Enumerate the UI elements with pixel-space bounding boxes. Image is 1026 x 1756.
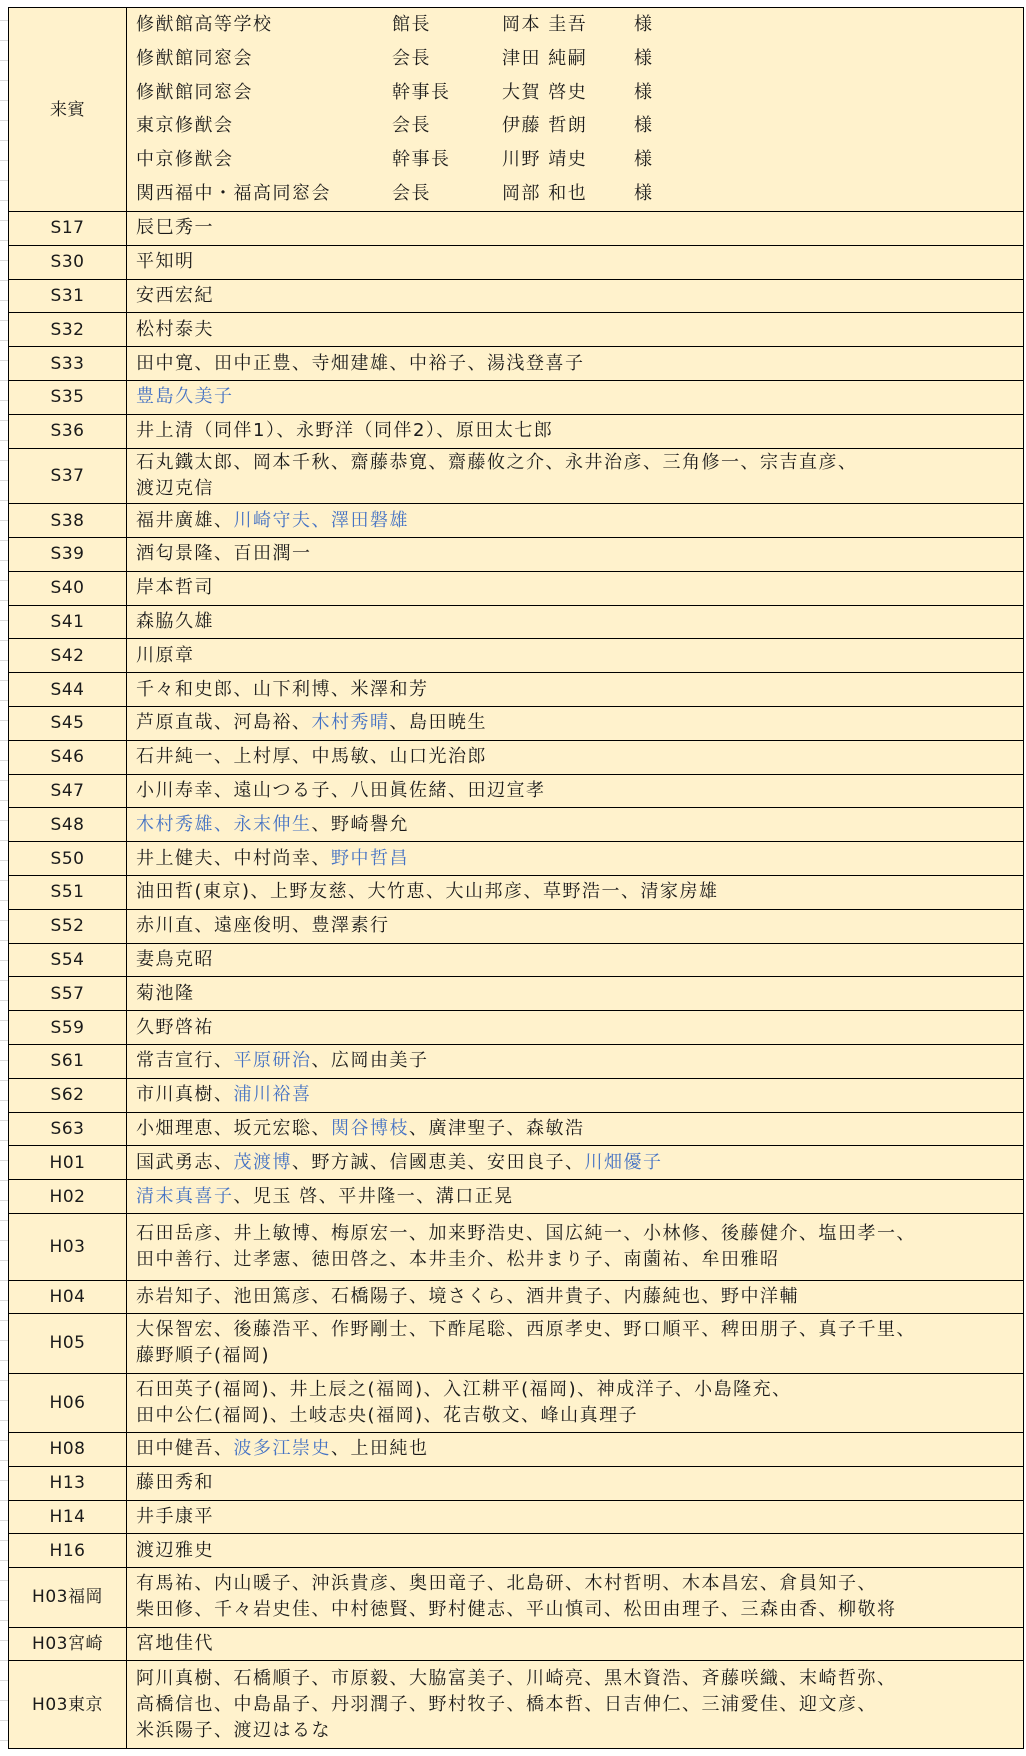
name-text: 、広岡由美子	[311, 1050, 429, 1072]
row-label[interactable]: H01	[9, 1146, 127, 1180]
attendee-names[interactable]	[127, 1661, 1024, 1749]
class-row	[9, 1433, 1024, 1467]
guest-title: 館長	[392, 14, 431, 35]
class-row	[9, 1214, 1024, 1281]
name-line	[136, 1150, 1023, 1176]
row-label[interactable]: S45	[9, 707, 127, 741]
name-line	[136, 249, 1023, 275]
name-line	[136, 1571, 1023, 1597]
attendee-names[interactable]	[127, 909, 1024, 943]
highlighted-name: 野中哲昌	[331, 847, 409, 869]
row-label[interactable]: S33	[9, 347, 127, 381]
attendee-names[interactable]	[127, 639, 1024, 673]
row-label[interactable]: S62	[9, 1078, 127, 1112]
attendee-names[interactable]	[127, 1045, 1024, 1079]
guest-org: 東京修猷会	[136, 115, 234, 137]
class-row	[9, 347, 1024, 381]
class-row	[9, 1314, 1024, 1373]
name-text: 石井純一、上村厚、中馬敏、山口光治郎	[136, 746, 487, 768]
guest-title: 会長	[392, 115, 431, 137]
attendee-names[interactable]	[127, 448, 1024, 504]
guest-row	[9, 8, 1024, 212]
attendee-names[interactable]	[127, 1466, 1024, 1500]
guest-name: 岡部 和也	[502, 182, 588, 204]
name-line	[136, 1184, 1023, 1210]
attendee-names[interactable]	[127, 1146, 1024, 1180]
row-label[interactable]: H13	[9, 1466, 127, 1500]
name-line	[136, 879, 1023, 905]
row-label[interactable]: H06	[9, 1373, 127, 1432]
guest-honorific: 様	[634, 47, 654, 69]
class-row	[9, 707, 1024, 741]
row-label[interactable]: S51	[9, 876, 127, 910]
class-row	[9, 571, 1024, 605]
row-label[interactable]: S31	[9, 279, 127, 313]
name-line	[136, 1718, 1023, 1744]
attendee-names[interactable]	[127, 842, 1024, 876]
attendee-names[interactable]	[127, 673, 1024, 707]
guest-title: 会長	[392, 47, 431, 69]
row-label[interactable]: S44	[9, 673, 127, 707]
name-line	[136, 744, 1023, 770]
name-text: 有馬祐、内山暖子、沖浜貴彦、奥田竜子、北島研、木村哲明、木本昌宏、倉員知子、	[136, 1573, 877, 1595]
name-text: 藤野順子(福岡)	[136, 1345, 271, 1367]
name-text: 田中寛、田中正豊、寺畑建雄、中裕子、湯浅登喜子	[136, 352, 585, 374]
name-text: 田中健吾、	[136, 1438, 234, 1460]
name-line	[136, 1538, 1023, 1564]
row-label[interactable]: S32	[9, 313, 127, 347]
row-label[interactable]: S57	[9, 977, 127, 1011]
name-line	[136, 1631, 1023, 1657]
guest-org: 修猷館同窓会	[136, 81, 253, 103]
name-text: 石田岳彦、井上敏博、梅原宏一、加来野浩史、国広純一、小林修、後藤健介、塩田孝一、	[136, 1222, 916, 1244]
guest-org: 中京修猷会	[136, 149, 234, 171]
attendee-names[interactable]	[127, 1373, 1024, 1432]
class-row	[9, 1661, 1024, 1749]
attendee-names[interactable]	[127, 808, 1024, 842]
class-row	[9, 1146, 1024, 1180]
row-label[interactable]: S59	[9, 1011, 127, 1045]
guest-entry	[136, 76, 1023, 110]
guest-org: 関西福中・福高同窓会	[136, 182, 331, 204]
class-row	[9, 808, 1024, 842]
class-row	[9, 414, 1024, 448]
attendee-names[interactable]	[127, 380, 1024, 414]
attendee-names[interactable]	[127, 538, 1024, 572]
name-text: 阿川真樹、石橋順子、市原毅、大脇富美子、川崎亮、黒木資浩、斉藤咲織、末崎哲弥、	[136, 1667, 897, 1689]
class-row	[9, 1500, 1024, 1534]
guest-entry	[136, 8, 1023, 42]
name-text: 石田英子(福岡)、井上辰之(福岡)、入江耕平(福岡)、神成洋子、小島隆充、	[136, 1378, 792, 1400]
name-line	[136, 476, 1023, 502]
attendee-names[interactable]	[127, 1314, 1024, 1373]
highlighted-name: 関谷博枝	[331, 1118, 409, 1139]
class-row	[9, 1280, 1024, 1314]
name-line	[136, 450, 1023, 476]
row-label[interactable]: S54	[9, 943, 127, 977]
row-label[interactable]: S42	[9, 639, 127, 673]
attendee-names[interactable]	[127, 1112, 1024, 1146]
name-line	[136, 846, 1023, 872]
name-text: 小川寿幸、遠山つる子、八田眞佐緒、田辺宣孝	[136, 780, 546, 802]
row-label[interactable]: S48	[9, 808, 127, 842]
name-text: 福井廣雄、	[136, 509, 234, 531]
attendee-names[interactable]	[127, 1214, 1024, 1281]
name-line	[136, 1436, 1023, 1462]
attendee-names[interactable]	[127, 1280, 1024, 1314]
name-line	[136, 384, 1023, 410]
attendee-names[interactable]	[127, 774, 1024, 808]
class-row	[9, 1112, 1024, 1146]
row-label[interactable]: S39	[9, 538, 127, 572]
guest-honorific: 様	[634, 81, 654, 103]
name-text: 井上清（同伴1）、永野洋（同伴2）、原田太七郎	[136, 420, 554, 442]
name-line	[136, 1504, 1023, 1530]
attendee-table-body	[9, 8, 1024, 1749]
attendee-names[interactable]	[127, 245, 1024, 279]
highlighted-name: 木村秀雄、永末伸生	[136, 813, 312, 835]
name-line	[136, 1403, 1023, 1429]
name-line	[136, 283, 1023, 309]
row-label[interactable]: S30	[9, 245, 127, 279]
guest-honorific: 様	[634, 115, 654, 137]
name-text: 田中公仁(福岡)、土岐志央(福岡)、花吉敬文、峰山真理子	[136, 1404, 639, 1426]
highlighted-name: 浦川裕喜	[233, 1084, 312, 1106]
name-line	[136, 710, 1023, 736]
attendee-names[interactable]	[127, 1433, 1024, 1467]
highlighted-name: 清末真喜子	[136, 1185, 234, 1207]
attendee-names[interactable]	[127, 347, 1024, 381]
name-line	[136, 1377, 1023, 1403]
name-line	[136, 1247, 1023, 1273]
name-text: 千々和史郎、山下利博、米澤和芳	[136, 678, 429, 700]
name-text: 森脇久雄	[136, 611, 214, 633]
name-line	[136, 1343, 1023, 1369]
class-row	[9, 212, 1024, 246]
name-text: 渡辺克信	[136, 477, 214, 499]
attendee-names[interactable]	[127, 605, 1024, 639]
name-text: 川原章	[136, 644, 195, 666]
row-label[interactable]: H03福岡	[9, 1568, 127, 1627]
name-text: 藤田秀和	[136, 1472, 214, 1494]
name-line	[136, 317, 1023, 343]
guest-entry	[136, 177, 1023, 211]
highlighted-name: 茂渡博	[233, 1151, 292, 1173]
class-row	[9, 1568, 1024, 1627]
highlighted-name: 豊島久美子	[136, 386, 234, 408]
class-row	[9, 448, 1024, 504]
guest-name: 川野 靖史	[502, 149, 588, 171]
name-text: 松村泰夫	[136, 318, 214, 340]
class-row	[9, 1534, 1024, 1568]
attendee-names[interactable]	[127, 707, 1024, 741]
class-row	[9, 605, 1024, 639]
name-line	[136, 508, 1023, 534]
name-line	[136, 609, 1023, 635]
attendee-names[interactable]	[127, 212, 1024, 246]
name-line	[136, 215, 1023, 241]
name-text: 、児玉 啓、平井隆一、溝口正晃	[233, 1185, 514, 1207]
name-text: 田中善行、辻孝憲、徳田啓之、本井圭介、松井まり子、南薗祐、牟田雅昭	[136, 1248, 780, 1270]
name-text: 宮地佳代	[136, 1633, 214, 1655]
class-row	[9, 538, 1024, 572]
name-text: 常吉宣行、	[136, 1050, 234, 1072]
name-text: 井手康平	[136, 1506, 214, 1528]
guest-name: 大賀 啓史	[502, 81, 588, 103]
class-row	[9, 1078, 1024, 1112]
name-line	[136, 778, 1023, 804]
name-text: 、上田純也	[331, 1438, 429, 1460]
name-text: 妻鳥克昭	[136, 949, 214, 971]
class-row	[9, 842, 1024, 876]
class-row	[9, 245, 1024, 279]
highlighted-name: 平原研治	[233, 1050, 312, 1072]
attendee-names[interactable]	[127, 313, 1024, 347]
name-line	[136, 1692, 1023, 1718]
row-label[interactable]: H04	[9, 1280, 127, 1314]
name-text: 大保智宏、後藤浩平、作野剛士、下酢尾聡、西原孝史、野口順平、稗田朋子、真子千里、	[136, 1319, 916, 1341]
class-row	[9, 1627, 1024, 1661]
attendee-table	[8, 7, 1024, 1749]
guest-title: 幹事長	[392, 81, 451, 103]
guest-list[interactable]	[127, 8, 1024, 212]
guest-org: 修猷館高等学校	[136, 14, 273, 35]
attendee-names[interactable]	[127, 571, 1024, 605]
attendee-names[interactable]	[127, 876, 1024, 910]
guest-title: 会長	[392, 182, 431, 204]
name-line	[136, 1082, 1023, 1108]
row-label[interactable]: S38	[9, 504, 127, 538]
name-text: 国武勇志、	[136, 1151, 234, 1173]
class-row	[9, 1180, 1024, 1214]
class-row	[9, 380, 1024, 414]
class-row	[9, 740, 1024, 774]
row-label[interactable]: H05	[9, 1314, 127, 1373]
row-label[interactable]: S52	[9, 909, 127, 943]
row-label[interactable]: H14	[9, 1500, 127, 1534]
name-line	[136, 1015, 1023, 1041]
name-line	[136, 812, 1023, 838]
name-text: 高橋信也、中島晶子、丹羽潤子、野村牧子、橋本哲、日吉伸仁、三浦愛佳、迎文彦、	[136, 1693, 877, 1715]
name-text: 岸本哲司	[136, 577, 214, 599]
attendee-names[interactable]	[127, 1568, 1024, 1627]
row-label[interactable]: S40	[9, 571, 127, 605]
row-label[interactable]: H03宮崎	[9, 1627, 127, 1661]
class-row	[9, 1011, 1024, 1045]
row-label[interactable]: H03	[9, 1214, 127, 1281]
name-line	[136, 981, 1023, 1007]
name-text: 、島田暁生	[389, 712, 487, 734]
attendee-names[interactable]	[127, 279, 1024, 313]
name-text: 小畑理恵、坂元宏聡、	[136, 1118, 331, 1139]
row-label[interactable]: S41	[9, 605, 127, 639]
name-line	[136, 643, 1023, 669]
class-row	[9, 1466, 1024, 1500]
name-line	[136, 677, 1023, 703]
class-row	[9, 943, 1024, 977]
row-label[interactable]: 来賓	[9, 8, 127, 212]
class-row	[9, 977, 1024, 1011]
class-row	[9, 774, 1024, 808]
name-line	[136, 1284, 1023, 1310]
name-line	[136, 913, 1023, 939]
name-text: 赤川直、遠座俊明、豊澤素行	[136, 915, 390, 937]
name-line	[136, 418, 1023, 444]
name-line	[136, 1116, 1023, 1142]
attendee-names[interactable]	[127, 1078, 1024, 1112]
guest-title: 幹事長	[392, 149, 451, 171]
attendee-names[interactable]	[127, 1180, 1024, 1214]
attendee-names[interactable]	[127, 740, 1024, 774]
name-text: 、野崎譽允	[311, 813, 409, 835]
attendee-names[interactable]	[127, 414, 1024, 448]
row-label[interactable]: S47	[9, 774, 127, 808]
name-text: 赤岩知子、池田篤彦、石橋陽子、境さくら、酒井貴子、内藤純也、野中洋輔	[136, 1285, 799, 1307]
attendee-names[interactable]	[127, 1500, 1024, 1534]
name-line	[136, 351, 1023, 377]
name-text: 辰巳秀一	[136, 217, 214, 239]
name-text: 菊池隆	[136, 982, 195, 1004]
guest-name: 津田 純嗣	[502, 47, 588, 69]
row-label[interactable]: H02	[9, 1180, 127, 1214]
name-text: 市川真樹、	[136, 1084, 234, 1106]
name-text: 渡辺雅史	[136, 1539, 214, 1561]
guest-name: 岡本 圭吾	[502, 14, 588, 35]
name-text: 酒匂景隆、百田潤一	[136, 543, 312, 565]
row-label[interactable]: S35	[9, 380, 127, 414]
name-line	[136, 1470, 1023, 1496]
name-text: 久野啓祐	[136, 1016, 214, 1038]
attendee-names[interactable]	[127, 1534, 1024, 1568]
row-label[interactable]: S61	[9, 1045, 127, 1079]
class-row	[9, 909, 1024, 943]
name-line	[136, 1221, 1023, 1247]
guest-entry	[136, 110, 1023, 144]
name-line	[136, 947, 1023, 973]
class-row	[9, 279, 1024, 313]
class-row	[9, 313, 1024, 347]
name-line	[136, 1666, 1023, 1692]
row-label[interactable]: S63	[9, 1112, 127, 1146]
highlighted-name: 川崎守夫、澤田磐雄	[233, 509, 409, 531]
row-label[interactable]: H16	[9, 1534, 127, 1568]
name-text: 石丸鐵太郎、岡本千秋、齋藤恭寛、齋藤攸之介、永井治彦、三角修一、宗吉直彦、	[136, 451, 858, 473]
name-text: 柴田修、千々岩史佳、中村徳賢、野村健志、平山慎司、松田由理子、三森由香、柳敬将	[136, 1599, 897, 1621]
guest-honorific: 様	[634, 14, 654, 35]
attendee-names[interactable]	[127, 1627, 1024, 1661]
class-row	[9, 1373, 1024, 1432]
name-line	[136, 1048, 1023, 1074]
name-text: 平知明	[136, 251, 195, 273]
class-row	[9, 876, 1024, 910]
guest-name: 伊藤 哲朗	[502, 115, 588, 137]
name-text: 、野方誠、信國恵美、安田良子、	[292, 1151, 585, 1173]
row-label[interactable]: S46	[9, 740, 127, 774]
name-text: 芦原直哉、河島裕、	[136, 712, 312, 734]
guest-entry	[136, 143, 1023, 177]
class-row	[9, 1045, 1024, 1079]
guest-honorific: 様	[634, 182, 654, 204]
name-line	[136, 1597, 1023, 1623]
class-row	[9, 504, 1024, 538]
guest-entry	[136, 42, 1023, 76]
attendee-names[interactable]	[127, 1011, 1024, 1045]
highlighted-name: 木村秀晴	[311, 712, 390, 734]
name-text: 井上健夫、中村尚幸、	[136, 847, 331, 869]
guest-honorific: 様	[634, 149, 654, 171]
name-line	[136, 575, 1023, 601]
attendee-names[interactable]	[127, 977, 1024, 1011]
row-label[interactable]: S50	[9, 842, 127, 876]
row-label[interactable]: H08	[9, 1433, 127, 1467]
row-label[interactable]: S37	[9, 448, 127, 504]
name-text: 安西宏紀	[136, 284, 214, 306]
row-label[interactable]: S17	[9, 212, 127, 246]
highlighted-name: 波多江崇史	[233, 1438, 331, 1460]
class-row	[9, 673, 1024, 707]
row-label[interactable]: H03東京	[9, 1661, 127, 1749]
attendee-names[interactable]	[127, 943, 1024, 977]
class-row	[9, 639, 1024, 673]
name-text: 、廣津聖子、森敏浩	[409, 1118, 585, 1139]
name-text: 油田哲(東京)、上野友慈、大竹恵、大山邦彦、草野浩一、清家房雄	[136, 881, 719, 903]
highlighted-name: 川畑優子	[584, 1151, 663, 1173]
row-label[interactable]: S36	[9, 414, 127, 448]
name-text: 米浜陽子、渡辺はるな	[136, 1719, 331, 1741]
guest-org: 修猷館同窓会	[136, 47, 253, 69]
name-line	[136, 1317, 1023, 1343]
name-line	[136, 541, 1023, 567]
attendee-names[interactable]	[127, 504, 1024, 538]
